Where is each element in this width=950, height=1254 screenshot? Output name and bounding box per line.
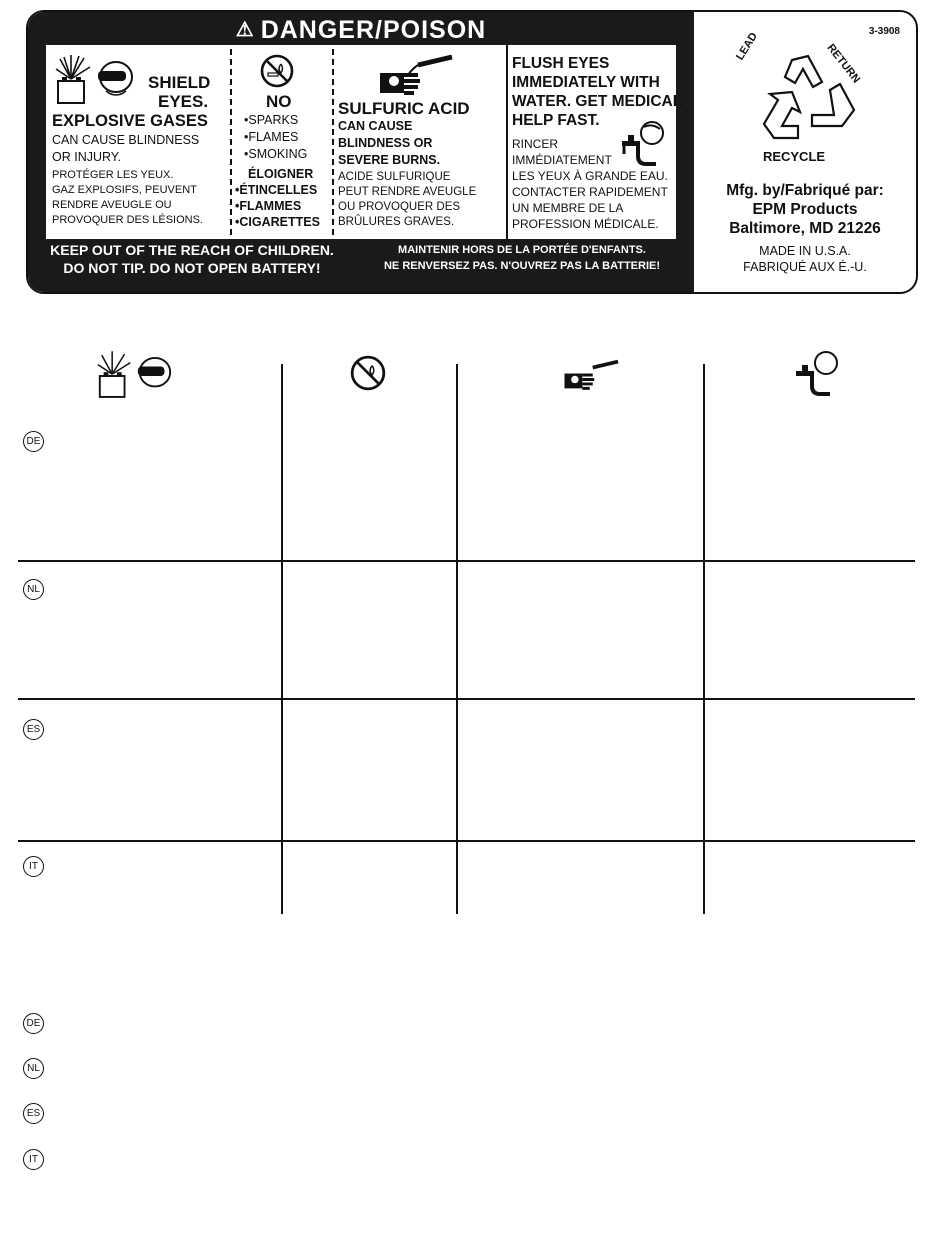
acid-hand-icon	[560, 355, 624, 395]
table-vline-1	[281, 364, 283, 914]
flush-line1: FLUSH EYES	[512, 55, 610, 72]
acid-fr3: OU PROVOQUER DES	[338, 201, 461, 213]
lang-badge-it: IT	[23, 856, 44, 877]
warning-panel	[28, 12, 694, 292]
acid-line2: BLINDNESS OR	[338, 136, 433, 150]
lang-badge-es: ES	[23, 719, 44, 740]
acid-fr2: PEUT RENDRE AVEUGLE	[338, 186, 477, 198]
warning-triangle-icon: ⚠	[235, 19, 255, 41]
eye-wash-icon	[790, 348, 842, 402]
fr-line2: GAZ EXPLOSIFS, PEUVENT	[52, 184, 197, 196]
maintenir-text: MAINTENIR HORS DE LA PORTÉE D'ENFANTS.	[398, 244, 646, 256]
table-vline-3	[703, 364, 705, 914]
fr-line3: RENDRE AVEUGLE OU	[52, 199, 172, 211]
flush-line3: WATER. GET MEDICAL	[512, 93, 683, 110]
acid-line3: SEVERE BURNS.	[338, 153, 441, 167]
no-smoking-icon	[349, 354, 387, 392]
no-smoking-icon	[259, 53, 295, 89]
keep-out-text: KEEP OUT OF THE REACH OF CHILDREN.	[50, 242, 334, 258]
do-not-tip-text: DO NOT TIP. DO NOT OPEN BATTERY!	[63, 260, 321, 276]
table-hline-2	[18, 698, 915, 700]
renversez-text: NE RENVERSEZ PAS. N'OUVREZ PAS LA BATTERIE!	[383, 260, 660, 272]
footer-lang-de: DE	[23, 1013, 44, 1034]
flush-fr4: CONTACTER RAPIDEMENT	[512, 185, 668, 199]
battery-warning-label	[26, 10, 918, 294]
part-number: 3-3908	[868, 26, 900, 37]
explosion-goggles-icon	[54, 55, 136, 107]
mfg-by-text: Mfg. by/Fabriqué par:	[726, 182, 884, 199]
footer-lang-es: ES	[23, 1103, 44, 1124]
danger-title-text: DANGER/POISON	[260, 16, 487, 44]
flush-fr6: PROFESSION MÉDICALE.	[512, 217, 659, 231]
table-hline-3	[18, 840, 915, 842]
lang-badge-de: DE	[23, 431, 44, 452]
danger-title	[28, 16, 694, 45]
eyes-text: EYES.	[158, 92, 209, 111]
col-sulfuric-acid	[334, 45, 506, 239]
flush-fr1: RINCER	[512, 137, 559, 151]
lang-badge-nl: NL	[23, 579, 44, 600]
blindness-line2: OR INJURY.	[52, 150, 122, 164]
acid-fr4: BRÛLURES GRAVES.	[338, 216, 455, 228]
footer-lang-nl: NL	[23, 1058, 44, 1079]
table-vline-2	[456, 364, 458, 914]
explosive-gases-heading: EXPLOSIVE GASES	[52, 112, 208, 130]
flush-fr2: IMMÉDIATEMENT	[512, 153, 612, 167]
flush-line4: HELP FAST.	[512, 112, 600, 129]
fr-line1: PROTÉGER LES YEUX.	[52, 169, 174, 181]
flammes-item: •FLAMMES	[235, 199, 302, 213]
eloigner-text: ÉLOIGNER	[248, 167, 314, 181]
recycle-icon	[734, 42, 874, 152]
etincelles-item: •ÉTINCELLES	[235, 183, 318, 197]
footer-lang-it: IT	[23, 1149, 44, 1170]
blindness-line1: CAN CAUSE BLINDNESS	[52, 133, 200, 147]
warning-box	[46, 45, 683, 239]
company-name: EPM Products	[752, 201, 858, 218]
acid-line1: CAN CAUSE	[338, 119, 413, 133]
col-explosive-gases	[46, 45, 222, 239]
made-in-usa-fr: FABRIQUÉ AUX É.-U.	[743, 260, 867, 274]
lead-text: LEAD	[734, 30, 761, 63]
recycle-panel	[694, 12, 916, 292]
col-no-flames	[232, 45, 328, 239]
fr-line4: PROVOQUER DES LÉSIONS.	[52, 214, 203, 226]
acid-fr1: ACIDE SULFURIQUE	[338, 171, 451, 183]
flush-fr3: LES YEUX À GRANDE EAU.	[512, 169, 668, 183]
sulfuric-acid-heading: SULFURIC ACID	[338, 99, 470, 118]
company-address: Baltimore, MD 21226	[729, 220, 881, 237]
acid-hand-icon	[374, 51, 460, 99]
cigarettes-item: •CIGARETTES	[235, 215, 320, 229]
eye-wash-icon	[616, 119, 668, 171]
made-in-usa: MADE IN U.S.A.	[759, 244, 851, 258]
return-text: RETURN	[824, 42, 863, 86]
recycle-text: RECYCLE	[762, 149, 826, 164]
col-flush-eyes	[508, 45, 683, 239]
smoking-item: •SMOKING	[244, 147, 308, 161]
shield-text: SHIELD	[148, 73, 211, 92]
flames-item: •FLAMES	[244, 130, 299, 144]
table-hline-1	[18, 560, 915, 562]
flush-fr5: UN MEMBRE DE LA	[512, 201, 624, 215]
explosion-goggles-icon	[96, 350, 174, 402]
flush-line2: IMMEDIATELY WITH	[512, 74, 660, 91]
sparks-item: •SPARKS	[244, 113, 299, 127]
no-text: NO	[266, 92, 292, 111]
